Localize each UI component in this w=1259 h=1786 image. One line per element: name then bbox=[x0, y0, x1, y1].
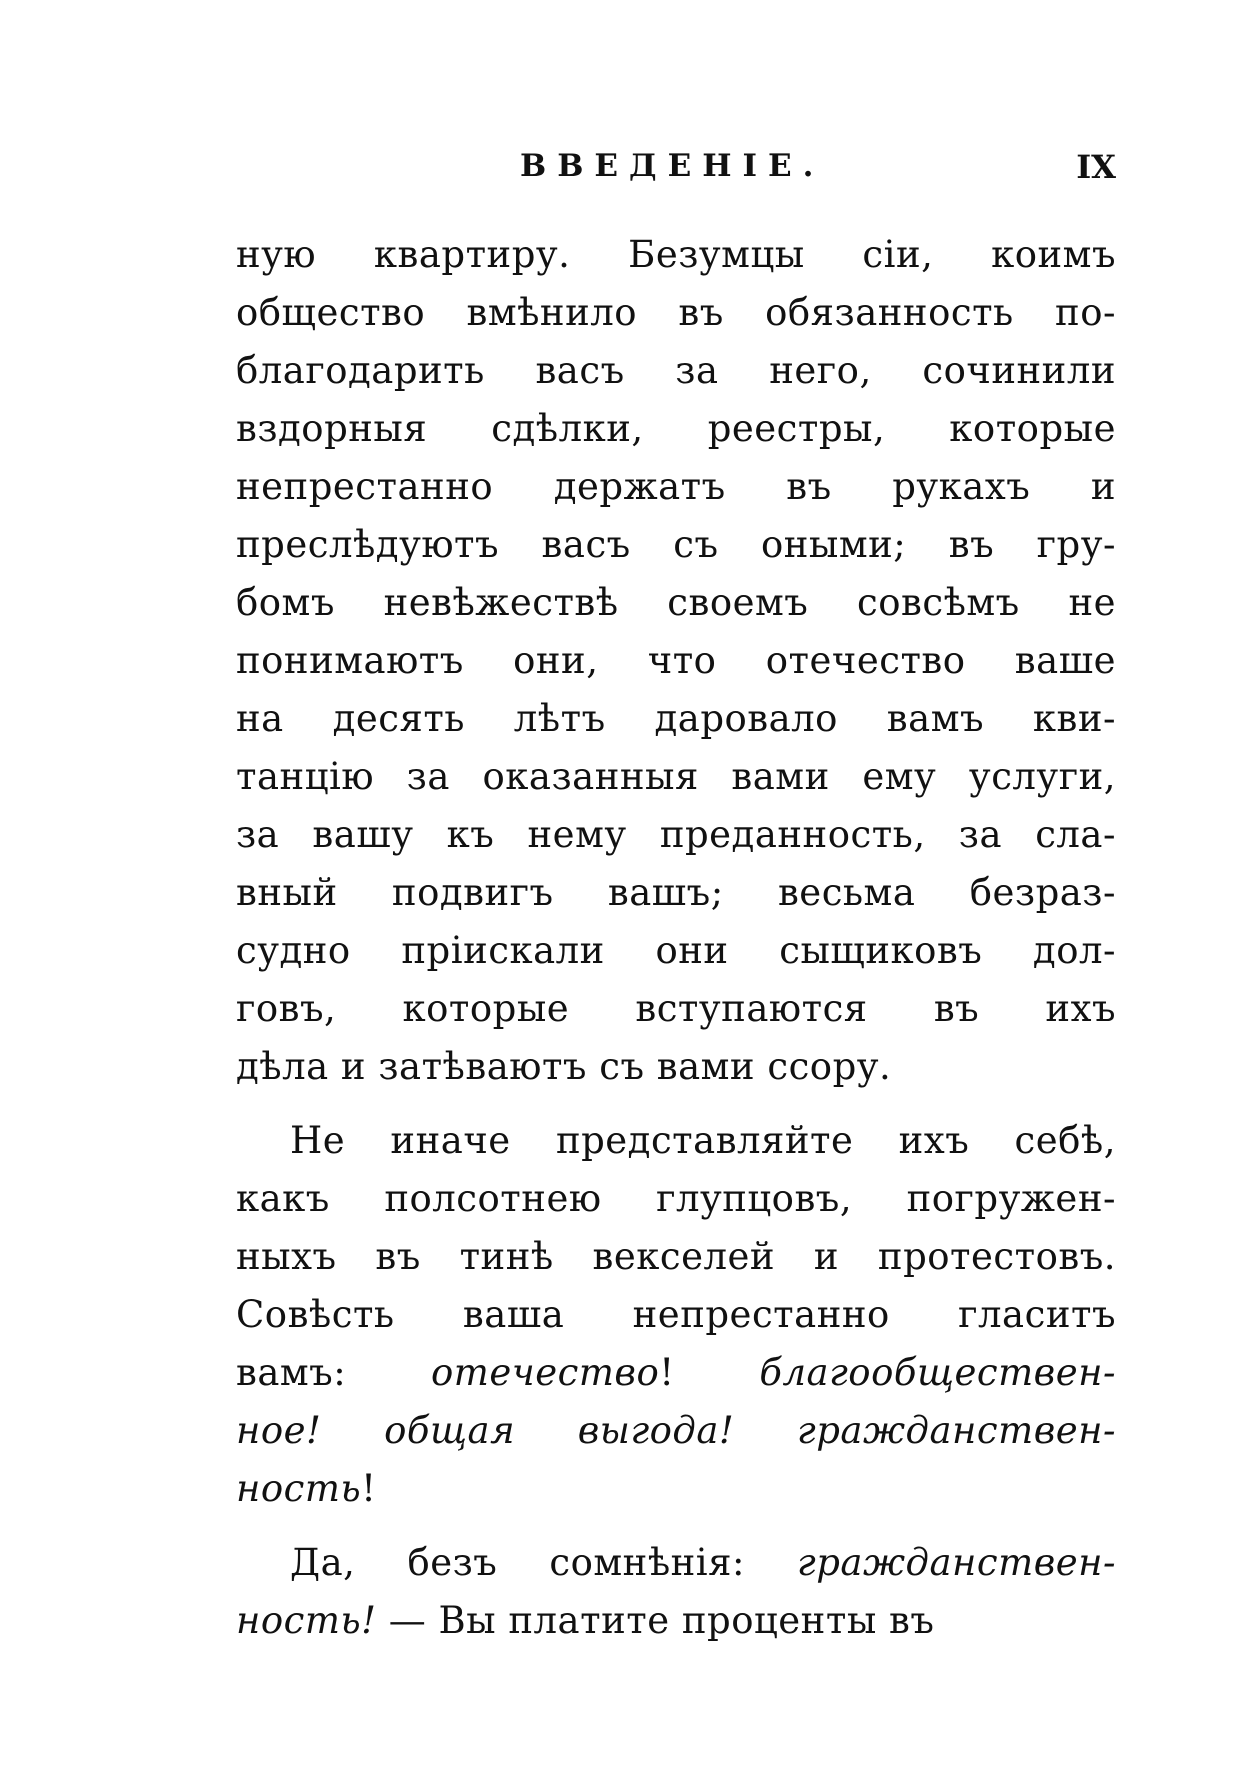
text-run: Совѣсть ваша непрестанно гласитъ bbox=[236, 1293, 1116, 1336]
paragraph bbox=[236, 226, 1116, 1096]
paragraph bbox=[236, 1112, 1116, 1518]
text-line bbox=[236, 1112, 1116, 1170]
text-line bbox=[236, 284, 1116, 342]
italic-text: ность bbox=[236, 1467, 362, 1510]
running-title: ВВЕДЕНІЕ. bbox=[520, 148, 825, 184]
italic-text: ность! bbox=[236, 1599, 377, 1642]
text-run: вздорныя сдѣлки, реестры, которые bbox=[236, 407, 1116, 450]
text-run: судно пріискали они сыщиковъ дол- bbox=[236, 929, 1116, 972]
text-line bbox=[236, 922, 1116, 980]
body-text bbox=[236, 226, 1116, 1650]
paragraph bbox=[236, 1534, 1116, 1650]
paragraph-gap bbox=[236, 1518, 1116, 1534]
text-run: Не иначе представляйте ихъ себѣ, bbox=[290, 1119, 1116, 1162]
text-run: Да, безъ сомнѣнія: bbox=[290, 1541, 797, 1584]
text-line bbox=[236, 748, 1116, 806]
text-line bbox=[236, 1592, 1116, 1650]
text-line bbox=[236, 632, 1116, 690]
text-line bbox=[236, 342, 1116, 400]
text-line bbox=[236, 1402, 1116, 1460]
text-line bbox=[236, 806, 1116, 864]
text-run: говъ, которые вступаются въ ихъ bbox=[236, 987, 1116, 1030]
page-header bbox=[230, 148, 1116, 198]
italic-text: благообществен- bbox=[759, 1351, 1116, 1394]
text-run: — Вы платите проценты въ bbox=[376, 1599, 935, 1642]
text-line bbox=[236, 1460, 1116, 1518]
text-line bbox=[236, 1038, 1116, 1096]
italic-text: гражданствен- bbox=[797, 1541, 1116, 1584]
text-line bbox=[236, 980, 1116, 1038]
text-run: на десять лѣтъ даровало вамъ кви- bbox=[236, 697, 1116, 740]
text-run: ныхъ въ тинѣ векселей и протестовъ. bbox=[236, 1235, 1116, 1278]
text-line bbox=[236, 1170, 1116, 1228]
text-line bbox=[236, 574, 1116, 632]
italic-text: ное! общая выгода! гражданствен- bbox=[236, 1409, 1116, 1452]
text-run: благодарить васъ за него, сочинили bbox=[236, 349, 1116, 392]
text-run: ную квартиру. Безумцы сіи, коимъ bbox=[236, 233, 1116, 276]
text-line bbox=[236, 400, 1116, 458]
text-run: бомъ невѣжествѣ своемъ совсѣмъ не bbox=[236, 581, 1116, 624]
text-run: общество вмѣнило въ обязанность по- bbox=[236, 291, 1116, 334]
text-run: за вашу къ нему преданность, за сла- bbox=[236, 813, 1116, 856]
text-line bbox=[236, 516, 1116, 574]
text-line bbox=[236, 864, 1116, 922]
text-line bbox=[236, 690, 1116, 748]
paragraph-gap bbox=[236, 1096, 1116, 1112]
text-run: понимаютъ они, что отечество ваше bbox=[236, 639, 1116, 682]
text-run: ! bbox=[659, 1351, 760, 1394]
text-line bbox=[236, 1228, 1116, 1286]
text-run: вный подвигъ вашъ; весьма безраз- bbox=[236, 871, 1116, 914]
text-run: вамъ: bbox=[236, 1351, 431, 1394]
italic-text: отечество bbox=[430, 1351, 660, 1394]
text-run: ! bbox=[361, 1467, 377, 1510]
text-run: преслѣдуютъ васъ съ оными; въ гру- bbox=[236, 523, 1116, 566]
page-number: IX bbox=[1076, 148, 1116, 186]
text-run: непрестанно держатъ въ рукахъ и bbox=[236, 465, 1116, 508]
text-line bbox=[236, 458, 1116, 516]
text-run: танцію за оказанныя вами ему услуги, bbox=[236, 755, 1116, 798]
text-line bbox=[236, 226, 1116, 284]
text-line bbox=[236, 1534, 1116, 1592]
text-line bbox=[236, 1286, 1116, 1344]
text-run: дѣла и затѣваютъ съ вами ссору. bbox=[236, 1045, 892, 1088]
text-line bbox=[236, 1344, 1116, 1402]
text-run: какъ полсотнею глупцовъ, погружен- bbox=[236, 1177, 1116, 1220]
